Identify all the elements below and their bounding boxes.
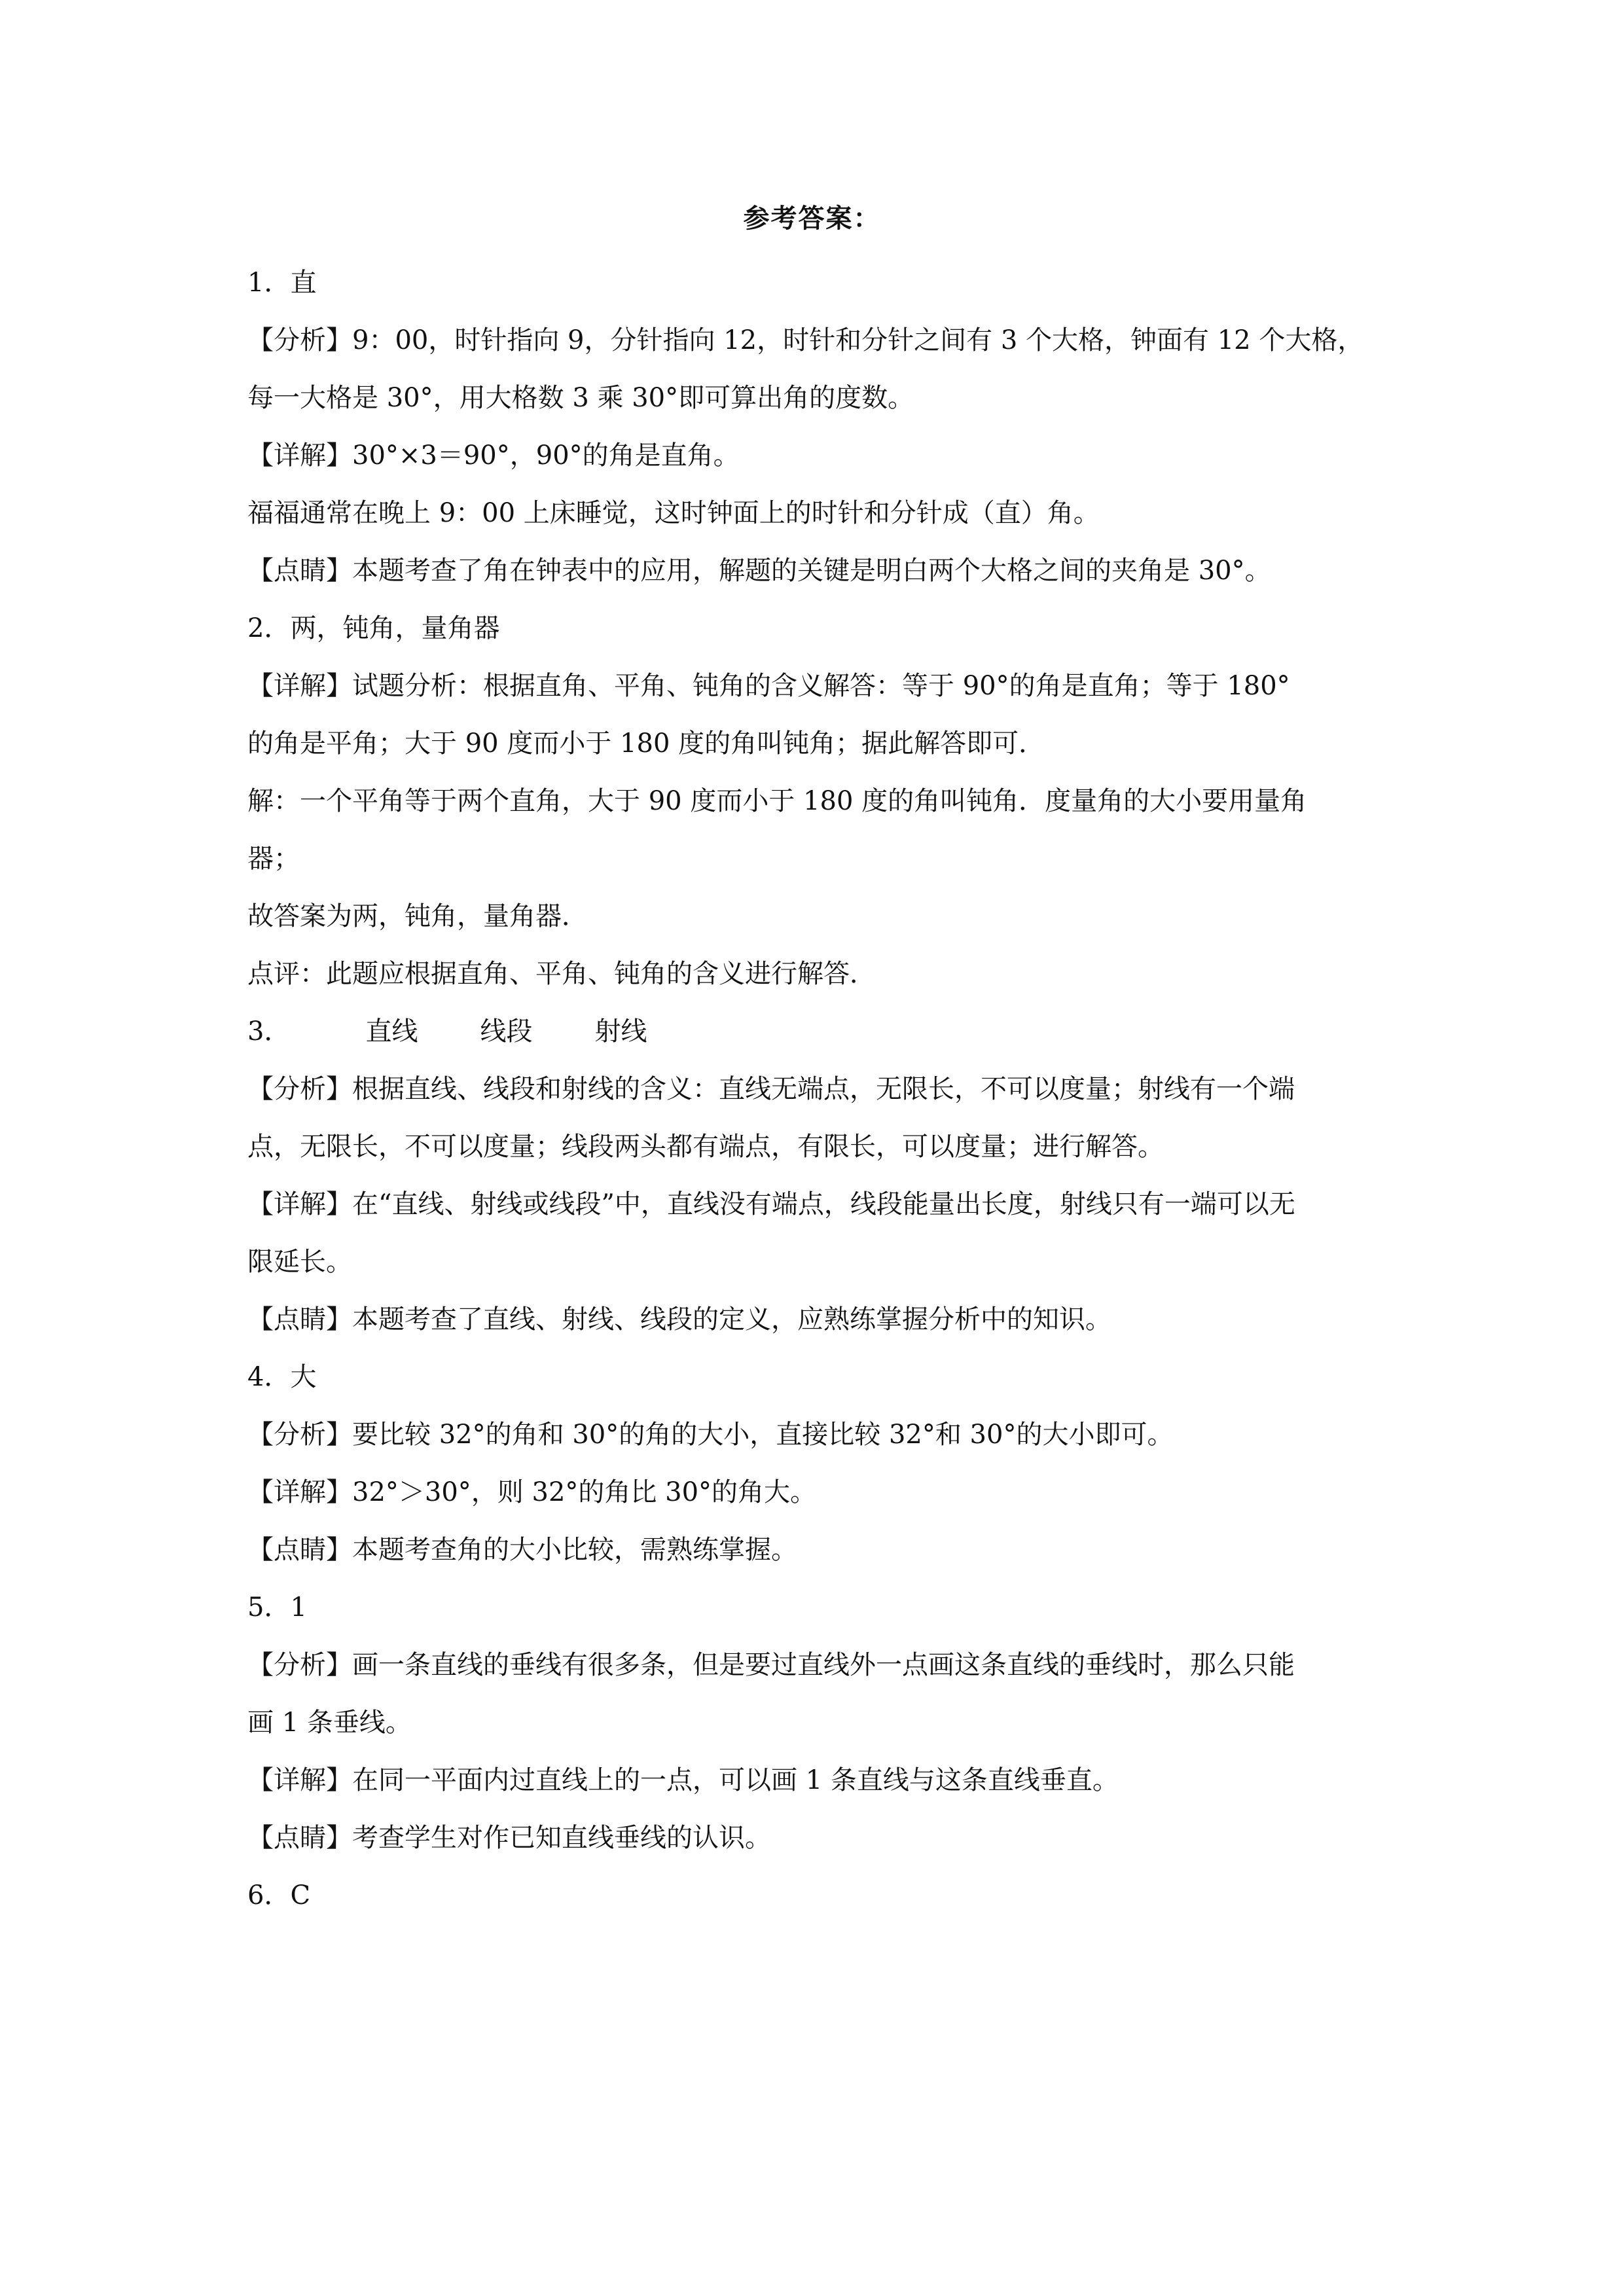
- q5-comment: 【点睛】考查学生对作已知直线垂线的认识。: [247, 1823, 771, 1853]
- q4-answer: 4．大: [247, 1362, 317, 1392]
- q3-comment: 【点睛】本题考查了直线、射线、线段的定义，应熟练掌握分析中的知识。: [247, 1304, 1111, 1335]
- q2-review: 点评：此题应根据直角、平角、钝角的含义进行解答．: [247, 959, 876, 989]
- q1-comment: 【点睛】本题考查了角在钟表中的应用，解题的关键是明白两个大格之间的夹角是 30°。: [247, 556, 1271, 586]
- q5-answer: 5．1: [247, 1592, 307, 1623]
- q3-detail-line-1: 【详解】在“直线、射线或线段”中，直线没有端点，线段能量出长度，射线只有一端可以无: [247, 1189, 1295, 1219]
- q2-conclusion: 故答案为两，钝角，量角器．: [247, 901, 588, 931]
- q2-detail-line-1: 【详解】试题分析：根据直角、平角、钝角的含义解答：等于 90°的角是直角；等于 180°: [247, 671, 1290, 701]
- q1-answer: 1．直: [247, 268, 317, 298]
- q2-answer: 2．两，钝角，量角器: [247, 613, 500, 643]
- q5-analysis-line-1: 【分析】画一条直线的垂线有很多条，但是要过直线外一点画这条直线的垂线时，那么只能: [247, 1650, 1295, 1680]
- q1-analysis-line-1: 【分析】9：00，时针指向 9，分针指向 12，时针和分针之间有 3 个大格，钟面有 12 个大格，: [247, 325, 1364, 355]
- page-title: 参考答案：: [743, 203, 881, 234]
- q3-answer-1: 直线: [365, 1016, 418, 1047]
- q3-answer: [247, 1003, 1386, 1060]
- q1-sentence: 福福通常在晚上 9：00 上床睡觉，这时钟面上的时针和分针成（直）角。: [247, 498, 1100, 528]
- q1-detail: 【详解】30°×3＝90°，90°的角是直角。: [247, 440, 740, 471]
- q4-analysis: 【分析】要比较 32°的角和 30°的角的大小，直接比较 32°和 30°的大小即可。: [247, 1420, 1174, 1450]
- q3-analysis-line-2: 点，无限长，不可以度量；线段两头都有端点，有限长，可以度量；进行解答。: [247, 1132, 1164, 1162]
- q3-answer-3: 射线: [594, 1016, 647, 1047]
- q4-comment: 【点睛】本题考查角的大小比较，需熟练掌握。: [247, 1535, 797, 1565]
- q4-detail: 【详解】32°＞30°，则 32°的角比 30°的角大。: [247, 1477, 817, 1507]
- q3-number: 3．: [247, 1016, 291, 1047]
- q3-detail-line-2: 限延长。: [247, 1247, 352, 1277]
- q2-solution-line-2: 器；: [247, 844, 300, 874]
- q2-solution-line-1: 解：一个平角等于两个直角，大于 90 度而小于 180 度的角叫钝角．度量角的大小要用量角: [247, 786, 1307, 816]
- q1-analysis-line-2: 每一大格是 30°，用大格数 3 乘 30°即可算出角的度数。: [247, 383, 914, 413]
- q3-analysis-line-1: 【分析】根据直线、线段和射线的含义：直线无端点，无限长，不可以度量；射线有一个端: [247, 1074, 1295, 1104]
- q3-answer-2: 线段: [480, 1016, 533, 1047]
- q6-answer: 6．C: [247, 1880, 311, 1910]
- q5-analysis-line-2: 画 1 条垂线。: [247, 1708, 412, 1738]
- q2-detail-line-2: 的角是平角；大于 90 度而小于 180 度的角叫钝角；据此解答即可．: [247, 728, 1045, 759]
- q5-detail: 【详解】在同一平面内过直线上的一点，可以画 1 条直线与这条直线垂直。: [247, 1765, 1119, 1795]
- answer-content: [247, 254, 1386, 1924]
